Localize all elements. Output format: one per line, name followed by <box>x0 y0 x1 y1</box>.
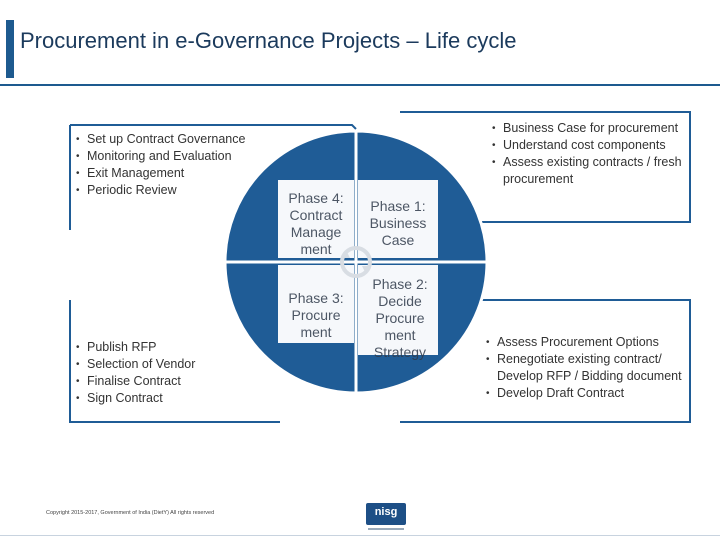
list-item: • Develop Draft Contract <box>486 385 691 402</box>
logo-underline <box>368 528 404 530</box>
footer-divider <box>0 535 720 536</box>
list-item: • Business Case for procurement <box>492 120 692 137</box>
phase4-activities <box>76 131 245 199</box>
list-item: • Periodic Review <box>76 182 245 199</box>
list-item: • Set up Contract Governance <box>76 131 245 148</box>
connector-top-left <box>70 125 356 129</box>
nisg-logo: nisg <box>366 503 406 525</box>
page-title: Procurement in e-Governance Projects – Life cycle <box>20 28 517 53</box>
list-item: • Assess existing contracts / fresh procurement <box>492 154 692 188</box>
list-item: • Understand cost components <box>492 137 692 154</box>
list-item: • Exit Management <box>76 165 245 182</box>
list-item: • Publish RFP <box>76 339 195 356</box>
phase3-activities <box>76 339 195 407</box>
list-item: • Assess Procurement Options <box>486 334 691 351</box>
phase1-label: Phase 1: Business Case <box>369 198 427 248</box>
phase3-label: Phase 3: Procure ment <box>288 290 344 340</box>
list-item: • Finalise Contract <box>76 373 195 390</box>
phase1-activities <box>492 120 692 188</box>
list-item: • Monitoring and Evaluation <box>76 148 245 165</box>
phase2-label: Phase 2: Decide Procure ment Strategy <box>372 276 428 360</box>
list-item: • Selection of Vendor <box>76 356 195 373</box>
list-item: • Renegotiate existing contract/ Develop RFP / Bidding document <box>486 351 691 385</box>
list-item: • Sign Contract <box>76 390 195 407</box>
copyright-notice: Copyright 2015-2017, Government of India (DietY) All rights reserved <box>46 510 215 516</box>
phase2-activities <box>486 334 691 402</box>
phase4-label: Phase 4: Contract Manage ment <box>288 190 344 257</box>
